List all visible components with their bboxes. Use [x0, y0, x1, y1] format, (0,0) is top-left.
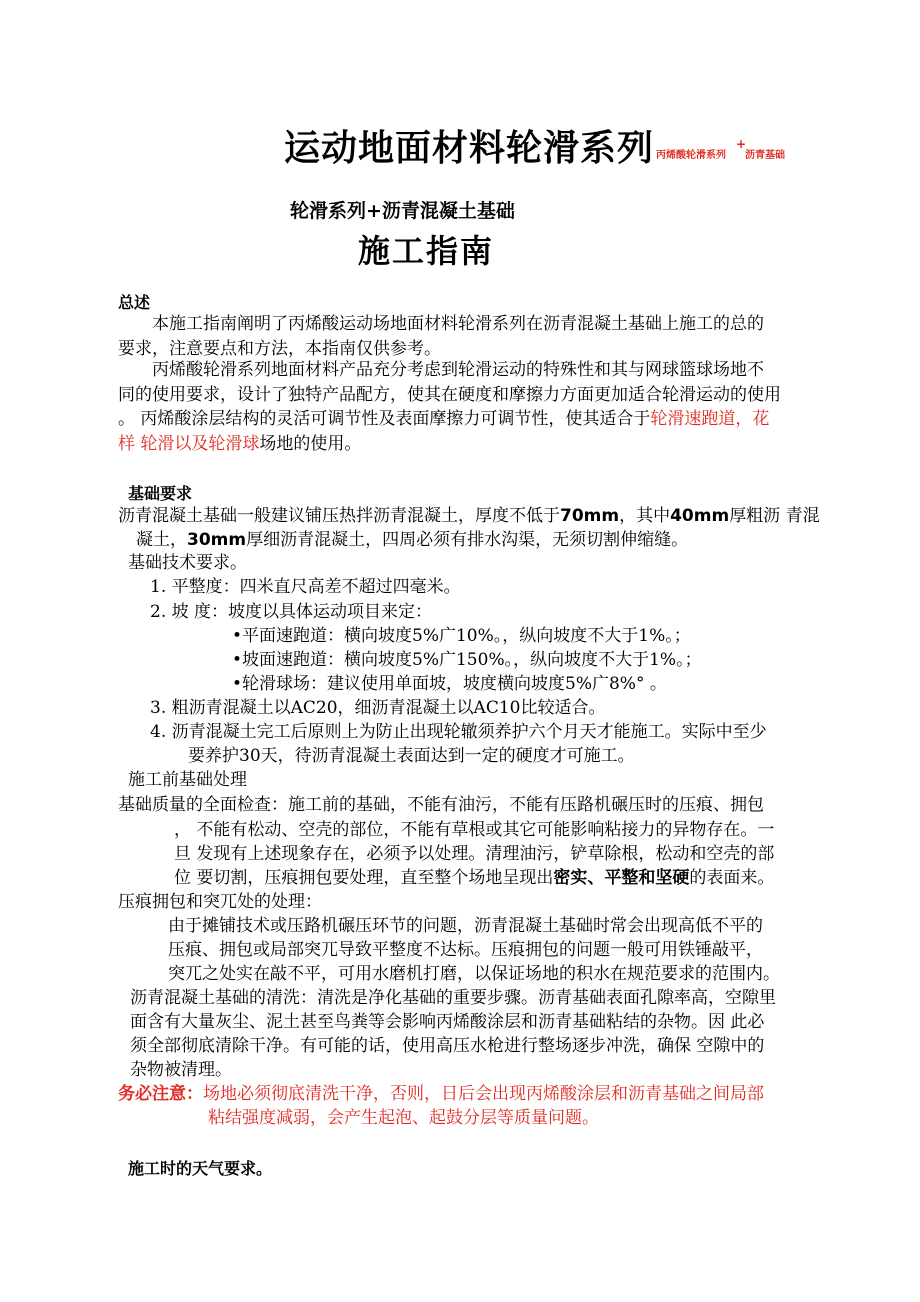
- base-item-1: 1. 平整度：四米直尺高差不超过四毫米。: [150, 577, 461, 597]
- document-title: 运动地面材料轮滑系列: [284, 128, 655, 169]
- pre-quality-text-a: 位 要切割，压痕拥包要处理，直至整个场地呈现出: [174, 868, 554, 888]
- clean-line3: 须全部彻底清除干净。有可能的话，使用高压水枪进行整场逐步冲洗，确保 空隙中的: [130, 1036, 765, 1056]
- base-heading: 基础要求: [128, 484, 193, 503]
- base-p1-coarse-thickness: 40mm: [670, 506, 730, 526]
- clean-line4: 杂物被清理。: [130, 1060, 232, 1080]
- base-p1-fine-thickness: 30mm: [187, 530, 247, 550]
- overview-p2-line3-highlight: 轮滑速跑道，花: [650, 409, 770, 429]
- base-bullet-2: •坡面速跑道：横向坡度5%广150%。，纵向坡度不大于1%。；: [232, 650, 702, 670]
- dent-line3: 突兀之处实在敲不平，可用水磨机打磨，以保证场地的积水在规范要求的范围内。: [168, 964, 780, 984]
- clean-line1: 沥青混凝土基础的清洗：清洗是净化基础的重要步骤。沥青基础表面孔隙率高，空隙里: [130, 988, 776, 1008]
- base-p1-line2: [136, 528, 688, 552]
- base-item-2: 2. 坡 度：坡度以具体运动项目来定：: [150, 602, 433, 622]
- base-item-3: 3. 粗沥青混凝土以AC20，细沥青混凝土以AC10比较适合。: [150, 698, 606, 718]
- overview-p2-line1: 丙烯酸轮滑系列地面材料产品充分考虑到轮滑运动的特殊性和其与网球篮球场地不: [152, 360, 764, 380]
- overview-p2-line3: [118, 407, 769, 431]
- dent-line1: 由于摊铺技术或压路机碾压环节的问题，沥青混凝土基础时常会出现高低不平的: [168, 916, 763, 936]
- title-tag-left: 丙烯酸轮滑系列: [656, 150, 726, 161]
- note-text-1: 场地必须彻底清洗干净，否则，日后会出现丙烯酸涂层和沥青基础之间局部: [203, 1084, 764, 1104]
- note-line1: [118, 1082, 764, 1106]
- subtitle: 轮滑系列+沥青混凝土基础: [290, 200, 515, 222]
- overview-p2-line3-text: 。 丙烯酸涂层结构的灵活可调节性及表面摩擦力可调节性，使其适合于: [118, 409, 651, 429]
- pre-quality-emphasis: 密实、平整和坚硬: [553, 868, 690, 888]
- clean-line2: 面含有大量灰尘、泥土甚至鸟粪等会影响丙烯酸涂层和沥青基础粘结的杂物。因 此必: [130, 1012, 765, 1032]
- pre-quality-line3: 旦 发现有上述现象存在，必须予以处理。清理油污，铲草除根，松动和空壳的部: [174, 844, 775, 864]
- base-item-4-line1: 4. 沥青混凝土完工后原则上为防止出现轮辙须养护六个月天才能施工。实际中至少: [150, 722, 767, 742]
- title-tag-plus: +: [736, 137, 747, 151]
- pre-quality-text-c: 的表面来。: [689, 868, 775, 888]
- main-title: 施工指南: [358, 232, 495, 270]
- pre-quality-line1: 基础质量的全面检查：施工前的基础，不能有油污，不能有压路机碾压时的压痕、拥包: [118, 795, 764, 815]
- base-p1-text-f: 凝土，: [136, 530, 187, 550]
- overview-p2-line4: [118, 432, 361, 456]
- base-bullet-1: •平面速跑道：横向坡度5%广10%。，纵向坡度不大于1%。；: [232, 626, 691, 646]
- base-p1-line1: [118, 504, 820, 528]
- overview-p2-line4-highlight: 样 轮滑以及轮滑球: [118, 434, 260, 454]
- note-line2: 粘结强度减弱，会产生起泡、起鼓分层等质量问题。: [208, 1108, 599, 1128]
- overview-heading: 总述: [118, 293, 151, 312]
- note-label: 务必注意：: [118, 1084, 203, 1104]
- pre-heading: 施工前基础处理: [128, 770, 247, 790]
- base-p1-text-a: 沥青混凝土基础一般建议铺压热拌沥青混凝土，厚度不低于: [118, 506, 560, 526]
- overview-p2-line4-text: 场地的使用。: [259, 434, 362, 454]
- base-bullet-3: •轮滑球场：建议使用单面坡，坡度横向坡度5%广8%° 。: [232, 674, 667, 694]
- base-p1-text-c: ，其中: [619, 506, 671, 526]
- overview-p2-line2: 同的使用要求，设计了独特产品配方，使其在硬度和摩擦力方面更加适合轮滑运动的使用: [118, 385, 781, 405]
- pre-quality-line4: [174, 866, 774, 890]
- base-p1-text-g: 厚细沥青混凝土，四周必须有排水沟渠，无须切割伸缩缝。: [246, 530, 689, 550]
- base-tech-heading: 基础技术要求。: [128, 553, 247, 573]
- pre-quality-line2: ， 不能有松动、空壳的部位，不能有草根或其它可能影响粘接力的异物存在。一: [174, 820, 775, 840]
- base-item-4-line2: 要养护30天，待沥青混凝土表面达到一定的硬度才可施工。: [188, 746, 635, 766]
- dent-line2: 压痕、拥包或局部突兀导致平整度不达标。压痕拥包的问题一般可用铁锤敲平，: [168, 940, 763, 960]
- base-p1-text-e: 厚粗沥 青混: [729, 506, 820, 526]
- overview-p1-line1: 本施工指南阐明了丙烯酸运动场地面材料轮滑系列在沥青混凝土基础上施工的总的: [152, 314, 764, 334]
- base-p1-thickness: 70mm: [560, 506, 620, 526]
- weather-heading: 施工时的天气要求。: [128, 1159, 273, 1178]
- title-tag-right: 沥青基础: [745, 150, 785, 161]
- dent-heading: 压痕拥包和突兀处的处理：: [118, 892, 322, 912]
- overview-p1-line2: 要求，注意要点和方法，本指南仅供参考。: [118, 339, 441, 359]
